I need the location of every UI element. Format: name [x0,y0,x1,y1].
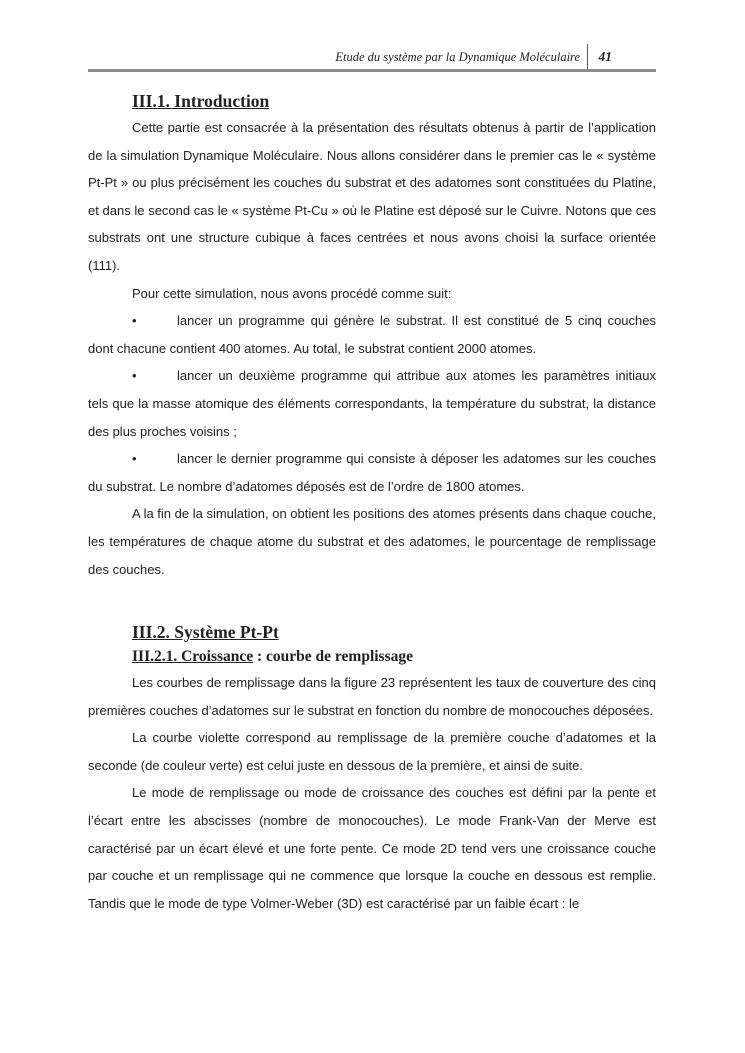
header-rule [88,69,656,72]
list-item-text: lancer un deuxième programme qui attribue aux atomes les paramètres initiaux tels que la masse atomique des éléments correspondants, la température du substrat, la distance des plus proches voisins ; [88,368,656,439]
section-heading-systeme-pt-pt: III.2. Système Pt-Pt [132,622,279,643]
list-item [88,307,656,362]
body-paragraph: Les courbes de remplissage dans la figure 23 représentent les taux de couverture des cinq premières couches d’adatomes sur le substrat en fonction du nombre de monocouches déposées. [88,675,656,718]
list-item [88,445,656,500]
header-divider [587,44,588,70]
list-item-text: lancer le dernier programme qui consiste à déposer les adatomes sur les couches du substrat. Le nombre d’adatomes déposés est de l’ordre de 1800 atomes. [88,451,656,494]
intro-paragraph: Cette partie est consacrée à la présentation des résultats obtenus à partir de l’application de la simulation Dynamique Moléculaire. Nous allons considérer dans le premier cas le « système Pt-Pt » ou plus précisément les couches du substrat et des adatomes sont constituées du Platine, et dans le second cas le « système Pt-Cu » où le Platine est déposé sur le Cuivre. Notons que ces substrats ont une structure cubique à faces centrées et nous avons choisi la surface orientée (111). [88,120,656,273]
body-paragraph: La courbe violette correspond au remplissage de la première couche d’adatomes et la seconde (de couleur verte) est celui juste en dessous de la première, et ainsi de suite. [88,730,656,773]
procedure-intro-paragraph: Pour cette simulation, nous avons procédé comme suit: [132,285,452,301]
section-heading-introduction: III.1. Introduction [132,91,270,111]
list-item-text: lancer un programme qui génère le substrat. Il est constitué de 5 cinq couches dont chacune contient 400 atomes. Au total, le substrat contient 2000 atomes. [88,313,656,356]
bullet-icon: • [132,368,137,384]
section-gap [88,583,656,619]
closing-paragraph: A la fin de la simulation, on obtient les positions des atomes présents dans chaque couche, les températures de chaque atome du substrat et des adatomes, le pourcentage de remplissage des couches. [88,506,656,577]
bullet-icon: • [132,313,137,329]
page-content [88,88,656,917]
page-header [88,44,656,72]
page-number: 41 [598,49,612,64]
running-title: Etude du système par la Dynamique Moléculaire [335,50,580,64]
body-paragraph: Le mode de remplissage ou mode de croissance des couches est défini par la pente et l’écart entre les abscisses (nombre de monocouches). Le mode Frank-Van der Merve est caractérisé par un écart élevé et une forte pente. Ce mode 2D tend vers une croissance couche par couche et un remplissage qui ne commence que lorsque la couche en dessous est remplie. Tandis que le mode de type Volmer-Weber (3D) est caractérisé par un faible écart : le [88,785,656,911]
bullet-icon: • [132,451,137,467]
subsection-heading-croissance: III.2.1. Croissance : courbe de remplissage [132,648,413,666]
list-item [88,362,656,445]
